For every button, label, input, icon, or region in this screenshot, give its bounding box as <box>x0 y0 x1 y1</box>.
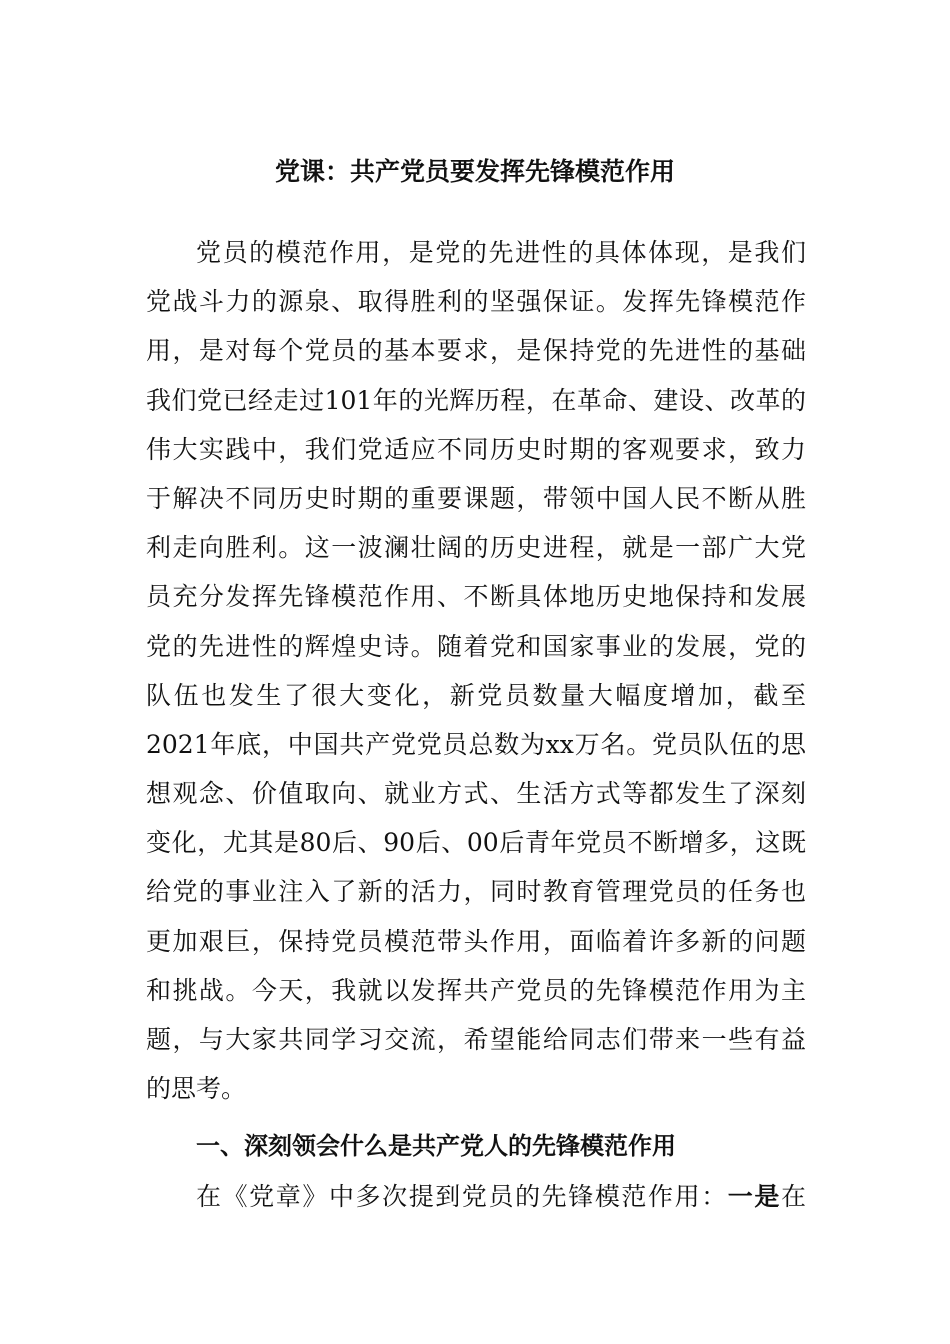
paragraph-line: 想观念、价值取向、就业方式、生活方式等都发生了深刻 <box>146 779 806 809</box>
paragraph-line: 的思考。 <box>146 1074 247 1104</box>
paragraph-line: 队伍也发生了很大变化，新党员数量大幅度增加，截至 <box>146 680 806 710</box>
intro-paragraph <box>146 228 806 1113</box>
section-paragraph <box>146 1172 806 1221</box>
paragraph-line <box>146 1172 806 1221</box>
document-title: 党课：共产党员要发挥先锋模范作用 <box>274 157 675 186</box>
paragraph-line: 和挑战。今天，我就以发挥共产党员的先锋模范作用为主 <box>146 975 806 1005</box>
paragraph-line: 题，与大家共同学习交流，希望能给同志们带来一些有益 <box>146 1025 806 1054</box>
section-para-start: 在《党章》中多次提到党员的先锋模范作用： <box>196 1182 728 1211</box>
section-heading: 一、深刻领会什么是共产党人的先锋模范作用 <box>196 1132 676 1160</box>
paragraph-line: 变化，尤其是80后、90后、00后青年党员不断增多，这既 <box>146 828 806 858</box>
paragraph-line: 员充分发挥先锋模范作用、不断具体地历史地保持和发展 <box>146 582 806 612</box>
paragraph-line: 于解决不同历史时期的重要课题，带领中国人民不断从胜 <box>146 483 806 513</box>
paragraph-line: 2021年底，中国共产党党员总数为xx万名。党员队伍的思 <box>146 729 806 759</box>
paragraph-line: 给党的事业注入了新的活力，同时教育管理党员的任务也 <box>146 877 806 907</box>
paragraph-line: 伟大实践中，我们党适应不同历史时期的客观要求，致力 <box>146 434 806 464</box>
paragraph-line: 更加艰巨，保持党员模范带头作用，面临着许多新的问题 <box>146 926 806 956</box>
paragraph-line: 我们党已经走过101年的光辉历程，在革命、建设、改革的 <box>146 385 806 415</box>
paragraph-line: 党员的模范作用，是党的先进性的具体体现，是我们 <box>196 238 806 267</box>
paragraph-line: 党战斗力的源泉、取得胜利的坚强保证。发挥先锋模范作 <box>146 287 806 317</box>
section-para-end: 在 <box>780 1182 806 1211</box>
paragraph-line: 党的先进性的辉煌史诗。随着党和国家事业的发展，党的 <box>146 631 806 661</box>
paragraph-line: 用，是对每个党员的基本要求，是保持党的先进性的基础 <box>146 336 806 366</box>
paragraph-line: 利走向胜利。这一波澜壮阔的历史进程，就是一部广大党 <box>146 533 806 563</box>
section-para-bold: 一是 <box>727 1182 781 1211</box>
